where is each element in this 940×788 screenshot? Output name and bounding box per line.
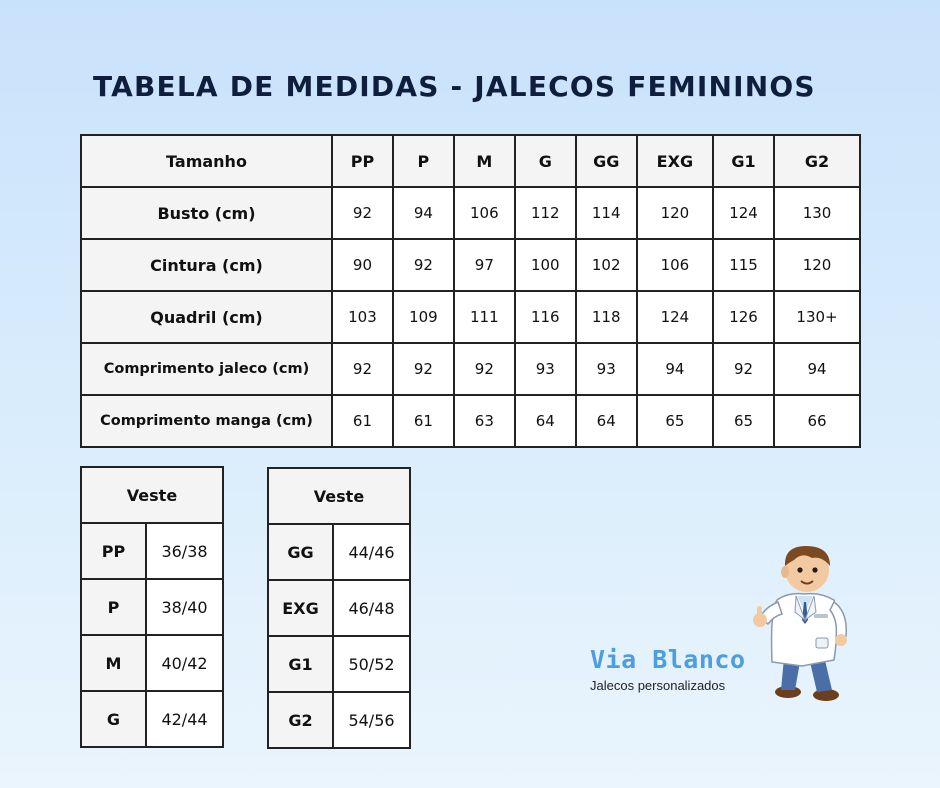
- table-cell: 64: [576, 395, 637, 447]
- table-row: [268, 580, 410, 636]
- row-label: Busto (cm): [81, 187, 332, 239]
- table-cell: 106: [454, 187, 515, 239]
- table-cell: 93: [576, 343, 637, 395]
- veste-value: 44/46: [333, 524, 410, 580]
- veste-size: GG: [268, 524, 333, 580]
- table-cell: 118: [576, 291, 637, 343]
- table-row: [81, 579, 223, 635]
- size-header-cell: G1: [713, 135, 774, 187]
- size-header-cell: PP: [332, 135, 393, 187]
- veste-size: G2: [268, 692, 333, 748]
- veste-header-row: [81, 467, 223, 523]
- veste-size: EXG: [268, 580, 333, 636]
- doctor-mascot-icon: [750, 540, 860, 705]
- veste-size: P: [81, 579, 146, 635]
- table-cell: 65: [713, 395, 774, 447]
- table-row: [268, 692, 410, 748]
- row-label: Comprimento manga (cm): [81, 395, 332, 447]
- table-cell: 114: [576, 187, 637, 239]
- table-cell: 100: [515, 239, 576, 291]
- table-cell: 61: [393, 395, 454, 447]
- table-row: [81, 635, 223, 691]
- veste-table-left: [80, 466, 224, 748]
- table-cell: 64: [515, 395, 576, 447]
- table-cell: 97: [454, 239, 515, 291]
- table-row: [81, 343, 860, 395]
- table-cell: 130+: [774, 291, 860, 343]
- table-cell: 115: [713, 239, 774, 291]
- table-cell: 92: [393, 343, 454, 395]
- veste-size: M: [81, 635, 146, 691]
- header-label-cell: Tamanho: [81, 135, 332, 187]
- page-title: TABELA DE MEDIDAS - JALECOS FEMININOS: [93, 70, 816, 103]
- table-row: [81, 291, 860, 343]
- veste-header: Veste: [81, 467, 223, 523]
- table-cell: 130: [774, 187, 860, 239]
- table-cell: 102: [576, 239, 637, 291]
- table-cell: 111: [454, 291, 515, 343]
- veste-size: G1: [268, 636, 333, 692]
- veste-value: 38/40: [146, 579, 223, 635]
- table-cell: 124: [713, 187, 774, 239]
- veste-value: 54/56: [333, 692, 410, 748]
- veste-header: Veste: [268, 468, 410, 524]
- brand-name: Via Blanco: [590, 645, 746, 674]
- table-cell: 66: [774, 395, 860, 447]
- table-cell: 109: [393, 291, 454, 343]
- brand-logo: [590, 645, 746, 693]
- table-row: [81, 239, 860, 291]
- table-cell: 94: [637, 343, 713, 395]
- table-cell: 92: [332, 187, 393, 239]
- table-cell: 116: [515, 291, 576, 343]
- table-cell: 61: [332, 395, 393, 447]
- table-row: [81, 187, 860, 239]
- row-label: Quadril (cm): [81, 291, 332, 343]
- table-cell: 94: [393, 187, 454, 239]
- table-row: [268, 636, 410, 692]
- veste-value: 50/52: [333, 636, 410, 692]
- table-cell: 92: [393, 239, 454, 291]
- table-row: [81, 691, 223, 747]
- table-cell: 93: [515, 343, 576, 395]
- size-header-cell: M: [454, 135, 515, 187]
- brand-tagline: Jalecos personalizados: [590, 678, 726, 693]
- size-header-cell: GG: [576, 135, 637, 187]
- veste-value: 40/42: [146, 635, 223, 691]
- veste-size: G: [81, 691, 146, 747]
- table-cell: 92: [713, 343, 774, 395]
- row-label: Comprimento jaleco (cm): [81, 343, 332, 395]
- size-header-cell: P: [393, 135, 454, 187]
- table-cell: 126: [713, 291, 774, 343]
- table-cell: 63: [454, 395, 515, 447]
- size-header-cell: EXG: [637, 135, 713, 187]
- table-cell: 120: [774, 239, 860, 291]
- table-cell: 103: [332, 291, 393, 343]
- table-cell: 124: [637, 291, 713, 343]
- table-cell: 65: [637, 395, 713, 447]
- table-cell: 106: [637, 239, 713, 291]
- veste-value: 36/38: [146, 523, 223, 579]
- veste-table-right: [267, 467, 411, 749]
- size-header-cell: G: [515, 135, 576, 187]
- table-row: [81, 395, 860, 447]
- veste-size: PP: [81, 523, 146, 579]
- table-row: [81, 523, 223, 579]
- table-cell: 112: [515, 187, 576, 239]
- table-header-row: [81, 135, 860, 187]
- table-cell: 92: [332, 343, 393, 395]
- table-cell: 92: [454, 343, 515, 395]
- veste-value: 46/48: [333, 580, 410, 636]
- table-cell: 94: [774, 343, 860, 395]
- row-label: Cintura (cm): [81, 239, 332, 291]
- table-row: [268, 524, 410, 580]
- veste-header-row: [268, 468, 410, 524]
- table-cell: 90: [332, 239, 393, 291]
- table-cell: 120: [637, 187, 713, 239]
- size-header-cell: G2: [774, 135, 860, 187]
- veste-value: 42/44: [146, 691, 223, 747]
- size-chart-table: [80, 134, 861, 448]
